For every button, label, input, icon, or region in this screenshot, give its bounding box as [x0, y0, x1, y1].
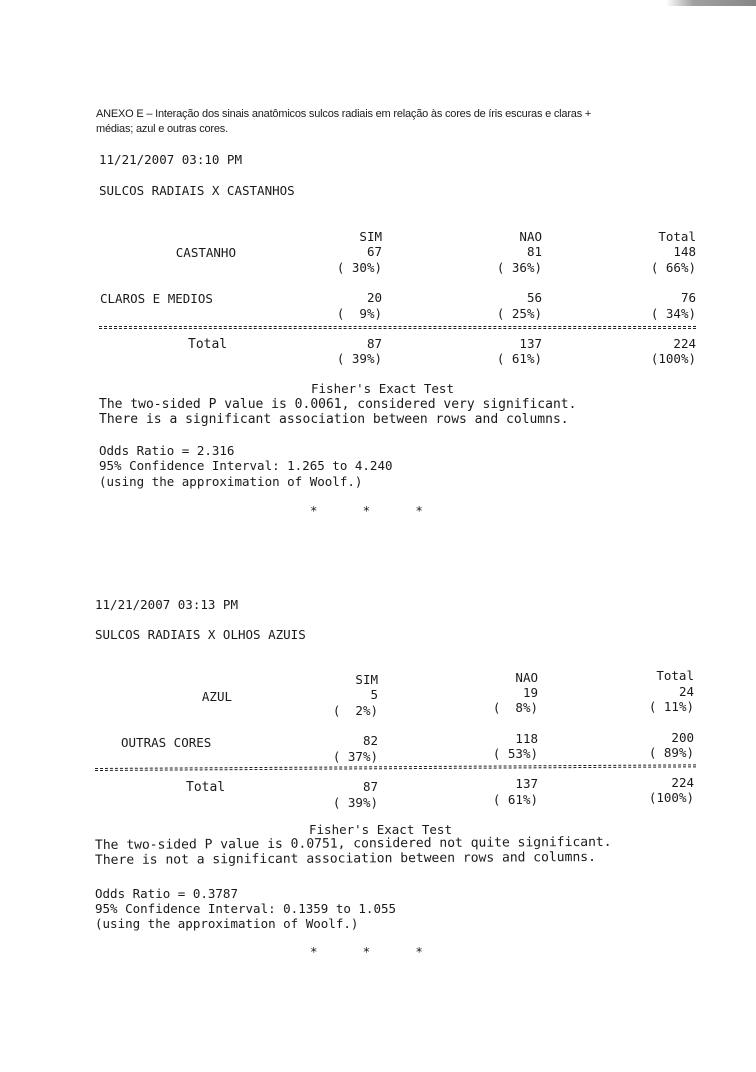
table-heading: SULCOS RADIAIS X CASTANHOS — [99, 183, 295, 198]
cell-sim-pct: ( 37%) — [332, 749, 378, 764]
cell-total-pct: (100%) — [650, 351, 696, 366]
cell-sim: 82 — [362, 733, 378, 748]
section-separator-stars: * * * — [310, 944, 423, 959]
row-label: OUTRAS CORES — [121, 735, 212, 750]
cell-total-pct: ( 11%) — [648, 699, 694, 714]
col-header-sim: SIM — [355, 672, 378, 687]
cell-total-pct: (100%) — [648, 790, 694, 805]
cell-total: 76 — [680, 290, 696, 305]
row-label: CASTANHO — [175, 245, 236, 260]
row-label: CLAROS E MEDIOS — [100, 291, 213, 306]
col-header-sim: SIM — [359, 229, 382, 244]
col-header-total: Total — [656, 668, 694, 683]
cell-nao-pct: ( 25%) — [496, 306, 542, 321]
table-heading: SULCOS RADIAIS X OLHOS AZUIS — [95, 627, 306, 642]
cell-nao-pct: ( 61%) — [496, 351, 542, 366]
timestamp: 11/21/2007 03:13 PM — [95, 597, 238, 612]
odds-ratio: Odds Ratio = 2.316 — [99, 443, 235, 458]
cell-total: 224 — [671, 775, 694, 790]
cell-nao: 137 — [515, 776, 538, 791]
annex-title — [96, 108, 591, 135]
row-label: AZUL — [201, 689, 232, 704]
cell-sim: 20 — [366, 290, 382, 305]
cell-sim-pct: ( 39%) — [332, 795, 378, 810]
cell-total: 200 — [671, 730, 694, 745]
cell-sim: 67 — [366, 244, 382, 259]
total-label: Total — [186, 780, 226, 795]
confidence-interval: 95% Confidence Interval: 1.265 to 4.240 — [99, 458, 393, 473]
test-result-line1: The two-sided P value is 0.0061, considered very significant. — [99, 397, 577, 412]
cell-nao: 81 — [526, 244, 542, 259]
table-divider — [99, 326, 696, 329]
cell-sim: 87 — [366, 336, 382, 351]
confidence-interval: 95% Confidence Interval: 0.1359 to 1.055 — [95, 901, 397, 916]
annex-title-line1: ANEXO E – Interação dos sinais anatômicos sulcos radiais em relação às cores de íris escuras e claras + — [96, 108, 592, 120]
test-result-line2: There is a significant association between rows and columns. — [99, 412, 569, 427]
test-title: Fisher's Exact Test — [309, 822, 452, 837]
cell-total: 224 — [673, 336, 696, 351]
cell-nao-pct: ( 8%) — [492, 700, 538, 715]
test-result-line2: There is not a significant association between rows and columns. — [94, 849, 596, 868]
approximation-note: (using the approximation of Woolf.) — [95, 916, 359, 931]
cell-sim-pct: ( 9%) — [336, 306, 382, 321]
timestamp: 11/21/2007 03:10 PM — [99, 152, 242, 167]
scan-edge-mark — [666, 0, 756, 6]
col-header-total: Total — [658, 229, 696, 244]
cell-sim-pct: ( 2%) — [332, 703, 378, 718]
cell-sim-pct: ( 30%) — [336, 260, 382, 275]
total-label: Total — [188, 337, 228, 352]
cell-total-pct: ( 66%) — [650, 260, 696, 275]
cell-nao: 56 — [526, 290, 542, 305]
cell-sim-pct: ( 39%) — [336, 351, 382, 366]
cell-total-pct: ( 89%) — [648, 745, 694, 760]
cell-total-pct: ( 34%) — [650, 306, 696, 321]
cell-nao-pct: ( 53%) — [492, 746, 538, 761]
col-header-nao: NAO — [515, 670, 538, 685]
cell-nao: 19 — [522, 685, 538, 700]
odds-ratio: Odds Ratio = 0.3787 — [95, 886, 238, 901]
approximation-note: (using the approximation of Woolf.) — [99, 474, 363, 489]
cell-sim: 87 — [362, 779, 378, 794]
section-separator-stars: * * * — [310, 503, 423, 518]
cell-nao-pct: ( 61%) — [492, 792, 538, 807]
cell-total: 24 — [678, 684, 694, 699]
col-header-nao: NAO — [519, 229, 542, 244]
cell-total: 148 — [673, 244, 696, 259]
annex-title-line2: médias; azul e outras cores. — [96, 123, 228, 135]
test-result-line1: The two-sided P value is 0.0751, considered not quite significant. — [94, 834, 612, 853]
cell-nao: 137 — [519, 336, 542, 351]
test-title: Fisher's Exact Test — [311, 381, 454, 396]
cell-nao: 118 — [515, 731, 538, 746]
table-divider — [95, 764, 696, 771]
cell-sim: 5 — [370, 687, 378, 702]
cell-nao-pct: ( 36%) — [496, 260, 542, 275]
